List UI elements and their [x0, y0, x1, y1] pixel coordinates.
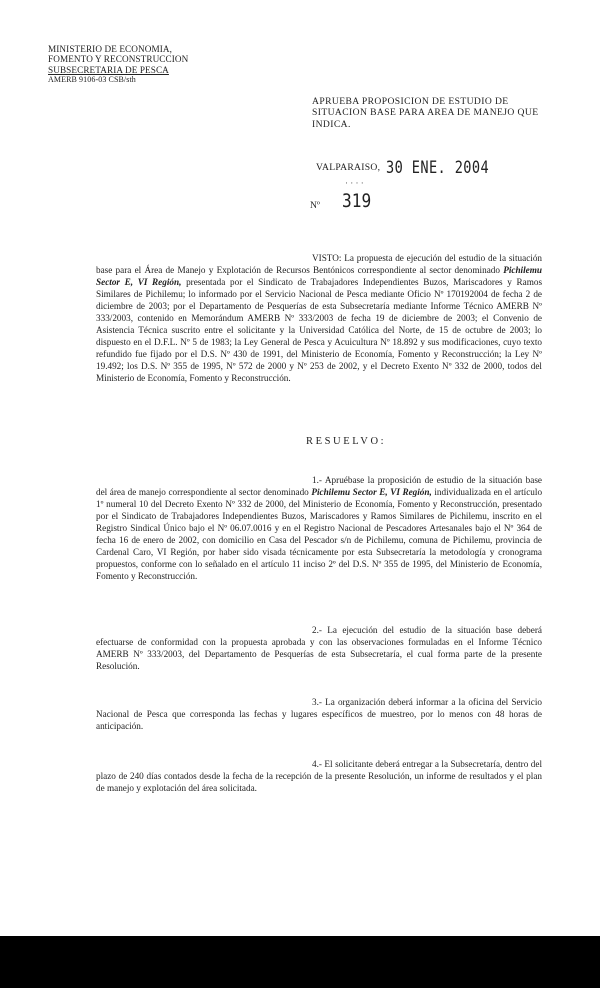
point-2: 2.- La ejecución del estudio de la situación base deberá efectuarse de conformidad con la propuesta aprobada y con las observaciones formuladas en el Informe Técnico AMERB Nº 333/2003, del Departamento de Pesquerías de esta Subsecretaría, el cual forma parte de la presente Resolución. — [96, 625, 542, 671]
visto-label: VISTO: — [312, 253, 342, 263]
visto-sector: Pichilemu Sector E, VI Región, — [96, 265, 542, 287]
scan-bottom-bar — [0, 936, 600, 988]
letterhead-reference: AMERB 9106-03 CSB/sth — [48, 75, 136, 85]
letterhead-ministry: MINISTERIO DE ECONOMIA, — [48, 44, 173, 54]
point-1-text-cont: individualizada en el artículo 1º numeral 10 del Decreto Exento Nº 332 de 2000, del Ministerio de Economía, Fomento y Reconstrucción, presentado por el Sindicato de Trabajadores Independientes Buzos, Mariscadores y Ramos Similares de Pichilemu, inscrito en el Registro Sindical Único bajo el Nº 06.07.0016 y en el Registro Nacional de Pescadores Artesanales bajo el Nº 364 de fecha 16 de enero de 2002, con domicilio en Casa del Pescador s/n de Pichilemu, comuna de Pichilemu, provincia de Cardenal Caro, VI Región, por haber sido visada técnicamente por esta Subsecretaría la metodología y cronograma propuestos, conforme con lo señalado en el artículo 11 inciso 2º del D.S. Nº 355 de 1995, del Ministerio de Economía, Fomento y Reconstrucción. — [96, 487, 543, 581]
visto-paragraph — [96, 252, 542, 384]
letterhead-subsecretariat: SUBSECRETARIA DE PESCA — [48, 64, 169, 75]
point-1 — [96, 474, 542, 582]
decorative-dots: · · · · — [345, 178, 364, 188]
place-label: VALPARAISO, — [316, 162, 381, 173]
resolution-subject: APRUEBA PROPOSICION DE ESTUDIO DE SITUACION BASE PARA AREA DE MANEJO QUE INDICA. — [312, 96, 539, 130]
number-label: Nº — [310, 200, 320, 211]
letterhead — [48, 44, 188, 86]
visto-text-cont: presentada por el Sindicato de Trabajadores Independientes Buzos, Mariscadores y Ramos Similares de Pichilemu; lo informado por el Servicio Nacional de Pesca mediante Oficio Nº 170192004 de fecha 2 de diciembre de 2003; por el Departamento de Pesquerías de esta Subsecretaría mediante Informe Técnico AMERB Nº 333/2003, contenido en Memorándum AMERB Nº 333/2003 de fecha 19 de diciembre de 2003; el Convenio de Asistencia Técnica suscrito entre el solicitante y la Universidad Católica del Norte, de 15 de octubre de 2003; lo dispuesto en el D.F.L. Nº 5 de 1983; la Ley General de Pesca y Acuicultura Nº 18.892 y sus modificaciones, cuyo texto refundido fue fijado por el D.S. Nº 430 de 1991, del Ministerio de Economía, Fomento y Reconstrucción; la Ley Nº 19.492; los D.S. Nº 355 de 1995, Nº 572 de 2000 y Nº 253 de 2002, y el Decreto Exento Nº 332 de 2000, todos del Ministerio de Economía, Fomento y Reconstrucción. — [96, 277, 543, 383]
resolution-number: 319 — [342, 190, 372, 212]
point-1-sector: Pichilemu Sector E, VI Región, — [311, 487, 432, 497]
resolution-date: 30 ENE. 2004 — [386, 158, 490, 178]
point-1-text: 1.- Apruébase la proposición de estudio de la situación base del área de manejo correspondiente al sector denominado — [96, 475, 542, 497]
point-3: 3.- La organización deberá informar a la oficina del Servicio Nacional de Pesca que corresponda las fechas y lugares específicos de muestreo, por lo menos con 48 horas de anticipación. — [96, 697, 542, 731]
letterhead-ministry-cont: FOMENTO Y RECONSTRUCCION — [48, 54, 189, 65]
point-4: 4.- El solicitante deberá entregar a la Subsecretaría, dentro del plazo de 240 días contados desde la fecha de la recepción de la presente Resolución, un informe de resultados y el plan de manejo y explotación del área solicitada. — [96, 759, 542, 793]
resuelvo-heading: RESUELVO: — [306, 436, 387, 447]
visto-text: La propuesta de ejecución del estudio de la situación base para el Área de Manejo y Explotación de Recursos Bentónicos correspondiente al sector denominado — [96, 253, 543, 275]
